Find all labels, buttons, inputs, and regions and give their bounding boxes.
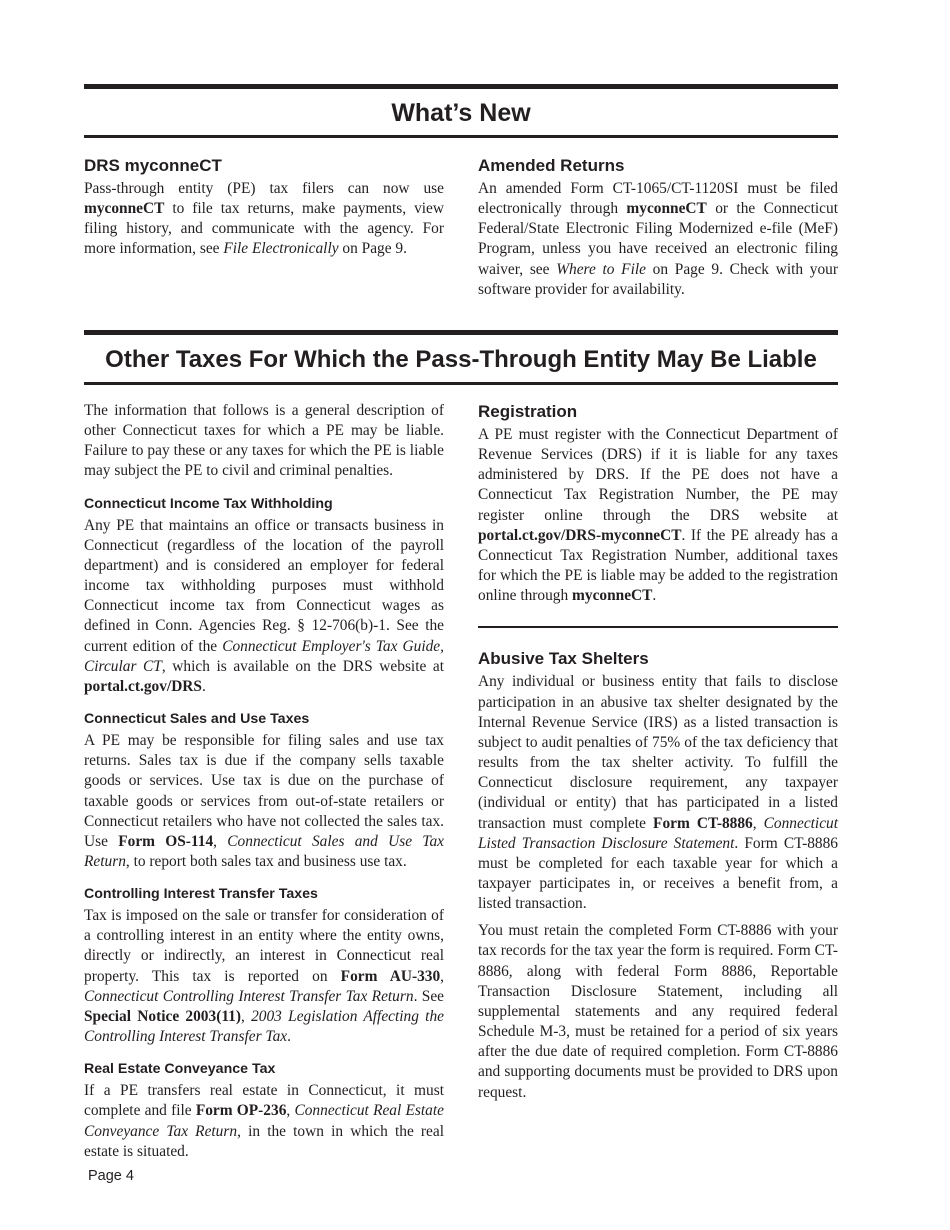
conveyance-tax-heading: Real Estate Conveyance Tax [84,1061,276,1078]
withholding-heading: Connecticut Income Tax Withholding [84,495,333,512]
drs-myconnect-section [84,155,444,260]
right-column [478,401,838,1103]
drs-myconnect-text: Pass-through entity (PE) tax filers can now use myconneCT to file tax returns, make payments, view filing history, and communicate with the agency. For more information, see File Electronically on Page 9. [84,180,444,258]
registration-heading: Registration [478,402,578,421]
registration-text: A PE must register with the Connecticut Department of Revenue Services (DRS) if it is liable for any taxes administered by DRS. If the PE does not have a Connecticut Tax Registration Number, the PE may register online through the DRS website at portal.ct.gov/DRS-myconneCT. If the PE already has a Connecticut Tax Registration Number, additional taxes for which the PE is liable may be added to the registration online through myconneCT. [478,426,838,605]
page-number: Page 4 [88,1168,134,1184]
other-taxes-bottom-rule [84,382,838,385]
whats-new-bottom-rule [84,135,838,138]
controlling-interest-text: Tax is imposed on the sale or transfer for consideration of a controlling interest in an entity where the entity owns, directly or indirectly, an interest in Connecticut real property. This tax is reported on Form AU-330, Connecticut Controlling Interest Transfer Tax Return. See Special Notice 2003(11), 2003 Legislation Affecting the Controlling Interest Transfer Tax. [84,907,445,1046]
intro-text: The information that follows is a general description of other Connecticut taxes for which a PE may be liable. Failure to pay these or any taxes for which the PE is liable may subject the PE to civil and criminal penalties. [84,402,444,480]
controlling-interest-heading: Controlling Interest Transfer Taxes [84,886,318,903]
section-divider [478,626,838,628]
abusive-shelters-retention-text: You must retain the completed Form CT-8886 with your tax records for the tax year the form is required. Form CT-8886, along with federal Form 8886, Reportable Transaction Disclosure Statement, including all supplemental statements and any required federal Schedule M-3, must be retained for a period of six years after the due date of required completion. Form CT-8886 and supporting documents must be provided to DRS upon request. [478,922,838,1101]
withholding-text: Any PE that maintains an office or transacts business in Connecticut (regardless of the location of the payroll department) and is considered an employer for federal income tax withholding purposes must withhold Connecticut income tax from Connecticut wages as defined in Conn. Agencies Reg. § 12-706(b)-1. See the current edition of the Connecticut Employer's Tax Guide, Circular CT, which is available on the DRS website at portal.ct.gov/DRS. [84,516,444,695]
conveyance-tax-text: If a PE transfers real estate in Connecticut, it must complete and file Form OP-236, Connecticut Real Estate Conveyance Tax Return, in the town in which the real estate is situated. [84,1082,444,1160]
abusive-shelters-heading: Abusive Tax Shelters [478,649,649,669]
amended-returns-section [478,155,838,300]
whats-new-title: What’s New [391,99,531,127]
amended-returns-heading: Amended Returns [478,156,625,175]
sales-use-heading: Connecticut Sales and Use Taxes [84,711,310,728]
other-taxes-top-rule [84,330,838,335]
left-column [84,401,444,1162]
amended-returns-text: An amended Form CT-1065/CT-1120SI must be filed electronically through myconneCT or the Connecticut Federal/State Electronic Filing Modernized e-file (MeF) Program, unless you have received an electronic filing waiver, see Where to File on Page 9. Check with your software provider for availability. [478,180,838,298]
drs-myconnect-heading: DRS myconneCT [84,156,222,175]
top-rule [84,84,838,89]
sales-use-text: A PE may be responsible for filing sales and use tax returns. Sales tax is due if the company sells taxable goods or services. Use tax is due on the purchase of taxable goods or services from out-of-state retailers or Connecticut retailers who have not collected the sales tax. Use Form OS-114, Connecticut Sales and Use Tax Return, to report both sales tax and business use tax. [84,732,444,870]
abusive-shelters-text: Any individual or business entity that fails to disclose participation in an abusive tax shelter designated by the Internal Revenue Service (IRS) as a listed transaction is subject to audit penalties of 75% of the tax deficiency that results from the tax shelter activity. To fulfill the Connecticut disclosure requirement, any taxpayer (individual or entity) that has participated in a listed transaction must complete Form CT-8886, Connecticut Listed Transaction Disclosure Statement. Form CT-8886 must be completed for each taxable year for which a taxpayer participates in, or receives a benefit from, a listed transaction. [478,673,839,913]
other-taxes-title: Other Taxes For Which the Pass-Through Entity May Be Liable [105,346,817,373]
